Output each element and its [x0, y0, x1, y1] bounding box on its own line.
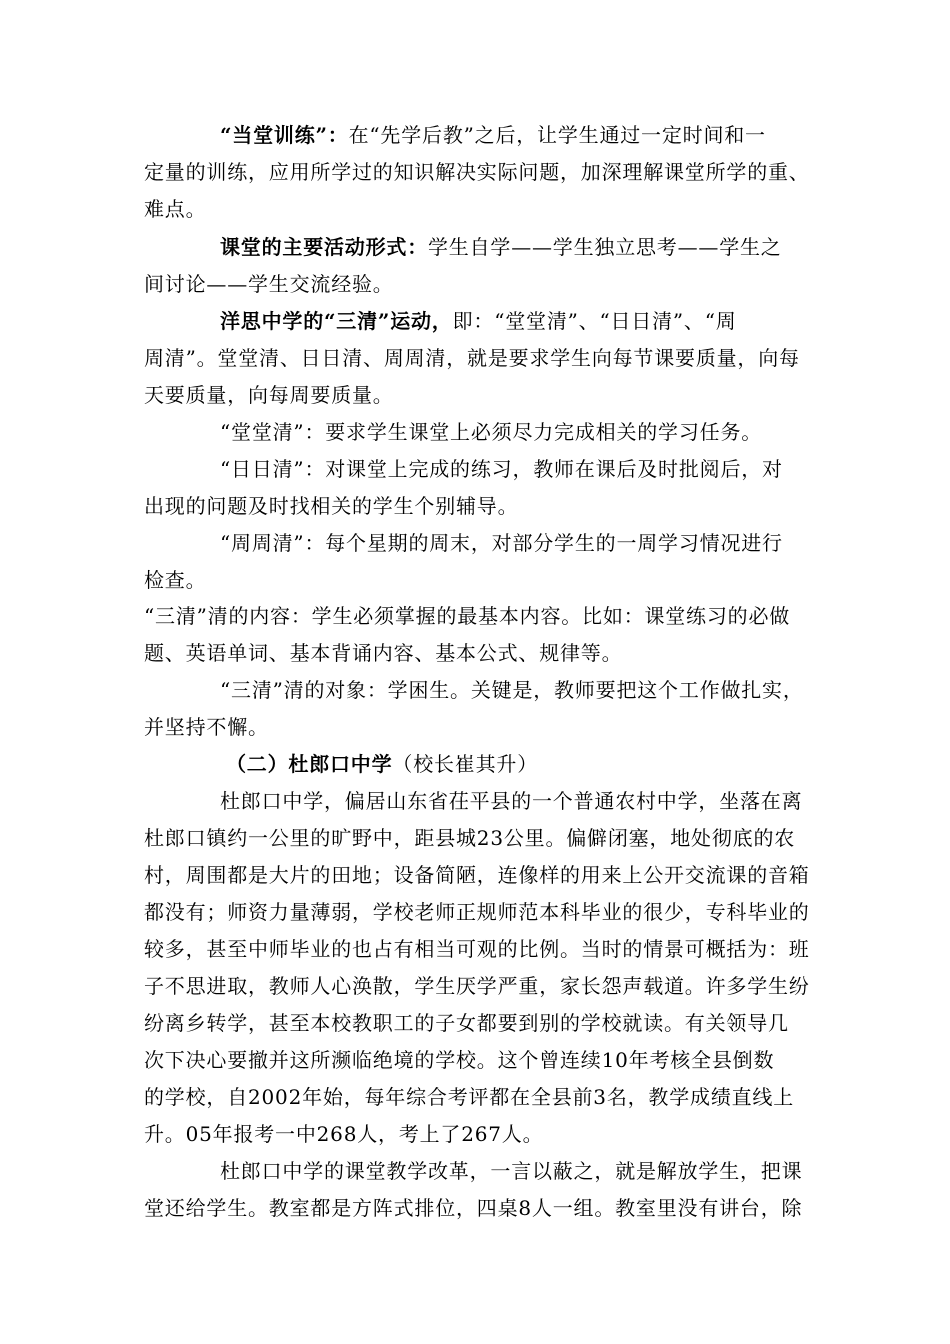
section-heading-note: （校长崔其升）	[392, 752, 539, 776]
text-line: 杜郎口中学，偏居山东省茌平县的一个普通农村中学，坐落在离	[220, 789, 803, 813]
text-line: 间讨论——学生交流经验。	[144, 272, 394, 296]
text-line: 较多，甚至中师毕业的也占有相当可观的比例。当时的情景可概括为：班	[144, 937, 810, 961]
bold-lead: 课堂的主要活动形式：	[220, 235, 428, 259]
text-line: 杜郎口中学的课堂教学改革，一言以蔽之，就是解放学生，把课	[220, 1159, 803, 1183]
bold-lead: 洋思中学的“三清”运动，	[220, 309, 453, 333]
text-line: 都没有；师资力量薄弱，学校老师正规师范本科毕业的很少，专科毕业的	[144, 900, 810, 924]
text-line: 出现的问题及时找相关的学生个别辅导。	[144, 494, 519, 518]
text-line: 并坚持不懈。	[144, 715, 269, 739]
text-line: “周周清”：每个星期的周末，对部分学生的一周学习情况进行	[220, 531, 783, 555]
text-line: 课堂的主要活动形式：学生自学——学生独立思考——学生之	[220, 235, 782, 259]
text-line: 子不思进取，教师人心涣散，学生厌学严重，家长怨声载道。许多学生纷	[144, 974, 810, 998]
text-line: 题、英语单词、基本背诵内容、基本公式、规律等。	[144, 641, 623, 665]
text-line: “三清”清的对象：学困生。关键是，教师要把这个工作做扎实，	[220, 678, 804, 702]
text-line: 定量的训练，应用所学过的知识解决实际问题，加深理解课堂所学的重、	[144, 160, 810, 184]
text-line: 难点。	[144, 197, 207, 221]
text-line: 升。05年报考一中268人，考上了267人。	[144, 1122, 544, 1146]
text-line: “当堂训练”：在“先学后教”之后，让学生通过一定时间和一	[220, 123, 766, 147]
text-line: 村，周围都是大片的田地；设备简陋，连像样的用来上公开交流课的音箱	[144, 863, 810, 887]
text-line: 天要质量，向每周要质量。	[144, 383, 394, 407]
text-line: 洋思中学的“三清”运动，即：“堂堂清”、“日日清”、“周	[220, 309, 737, 333]
text-line: “日日清”：对课堂上完成的练习，教师在课后及时批阅后，对	[220, 457, 783, 481]
text-line: 的学校，自2002年始，每年综合考评都在全县前3名，教学成绩直线上	[144, 1085, 795, 1109]
text-line: 杜郎口镇约一公里的旷野中，距县城23公里。偏僻闭塞，地处彻底的农	[144, 826, 796, 850]
text-line: 堂还给学生。教室都是方阵式排位，四桌8人一组。教室里没有讲台，除	[144, 1196, 803, 1220]
text-line: “堂堂清”：要求学生课堂上必须尽力完成相关的学习任务。	[220, 420, 763, 444]
bold-lead: “当堂训练”：	[220, 123, 349, 147]
text-line: 纷离乡转学，甚至本校教职工的子女都要到别的学校就读。有关领导几	[144, 1011, 789, 1035]
text-line: 检查。	[144, 568, 207, 592]
section-heading	[226, 750, 538, 778]
text-line: 次下决心要撤并这所濒临绝境的学校。这个曾连续10年考核全县倒数	[144, 1048, 775, 1072]
text-line: 周清”。堂堂清、日日清、周周清，就是要求学生向每节课要质量，向每	[144, 346, 800, 370]
text-line: “三清”清的内容：学生必须掌握的最基本内容。比如：课堂练习的必做	[144, 604, 791, 628]
section-heading-bold: （二）杜郎口中学	[226, 752, 393, 776]
